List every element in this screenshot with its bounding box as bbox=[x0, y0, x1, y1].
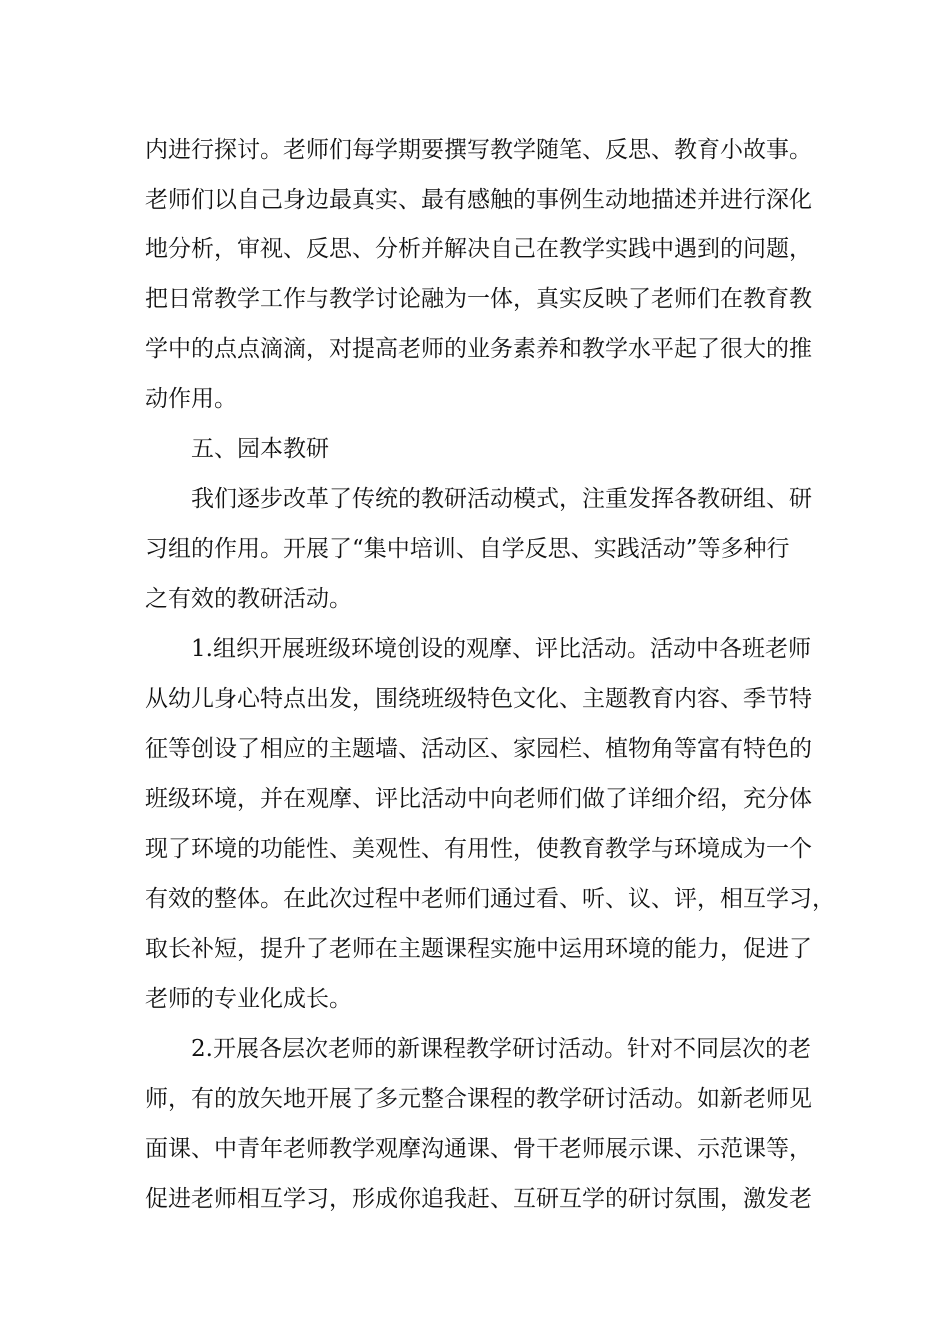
paragraph-line: 学中的点点滴滴，对提高老师的业务素养和教学水平起了很大的推 bbox=[145, 336, 812, 362]
paragraph-line: 老师们以自己身边最真实、最有感触的事例生动地描述并进行深化 bbox=[145, 187, 812, 213]
paragraph-line: 面课、中青年老师教学观摩沟通课、骨干老师展示课、示范课等， bbox=[145, 1136, 812, 1162]
paragraph-line: 动作用。 bbox=[145, 386, 237, 412]
paragraph-first-line: 五、园本教研 bbox=[191, 436, 329, 462]
paragraph-line: 之有效的教研活动。 bbox=[145, 586, 352, 612]
paragraph-line: 有效的整体。在此次过程中老师们通过看、听、议、评，相互学习， bbox=[145, 886, 835, 912]
paragraph-line: 征等创设了相应的主题墙、活动区、家园栏、植物角等富有特色的 bbox=[145, 736, 812, 762]
paragraph-line: 把日常教学工作与教学讨论融为一体，真实反映了老师们在教育教 bbox=[145, 286, 812, 312]
paragraph-line: 现了环境的功能性、美观性、有用性，使教育教学与环境成为一个 bbox=[145, 836, 812, 862]
paragraph-line: 取长补短，提升了老师在主题课程实施中运用环境的能力，促进了 bbox=[145, 936, 812, 962]
paragraph-first-line: 2.开展各层次老师的新课程教学研讨活动。针对不同层次的老 bbox=[191, 1036, 811, 1062]
paragraph-first-line: 1.组织开展班级环境创设的观摩、评比活动。活动中各班老师 bbox=[191, 636, 811, 662]
paragraph-line: 内进行探讨。老师们每学期要撰写教学随笔、反思、教育小故事。 bbox=[145, 137, 812, 163]
paragraph-line: 班级环境，并在观摩、评比活动中向老师们做了详细介绍，充分体 bbox=[145, 786, 812, 812]
paragraph-first-line: 我们逐步改革了传统的教研活动模式，注重发挥各教研组、研 bbox=[191, 486, 812, 512]
paragraph-line: 师，有的放矢地开展了多元整合课程的教学研讨活动。如新老师见 bbox=[145, 1086, 812, 1112]
paragraph-line: 老师的专业化成长。 bbox=[145, 986, 352, 1012]
paragraph-line: 地分析，审视、反思、分析并解决自己在教学实践中遇到的问题， bbox=[145, 236, 812, 262]
paragraph-line: 习组的作用。开展了“集中培训、自学反思、实践活动”等多种行 bbox=[145, 536, 790, 562]
paragraph-line: 促进老师相互学习，形成你追我赶、互研互学的研讨氛围，激发老 bbox=[145, 1186, 812, 1212]
paragraph-line: 从幼儿身心特点出发，围绕班级特色文化、主题教育内容、季节特 bbox=[145, 686, 812, 712]
